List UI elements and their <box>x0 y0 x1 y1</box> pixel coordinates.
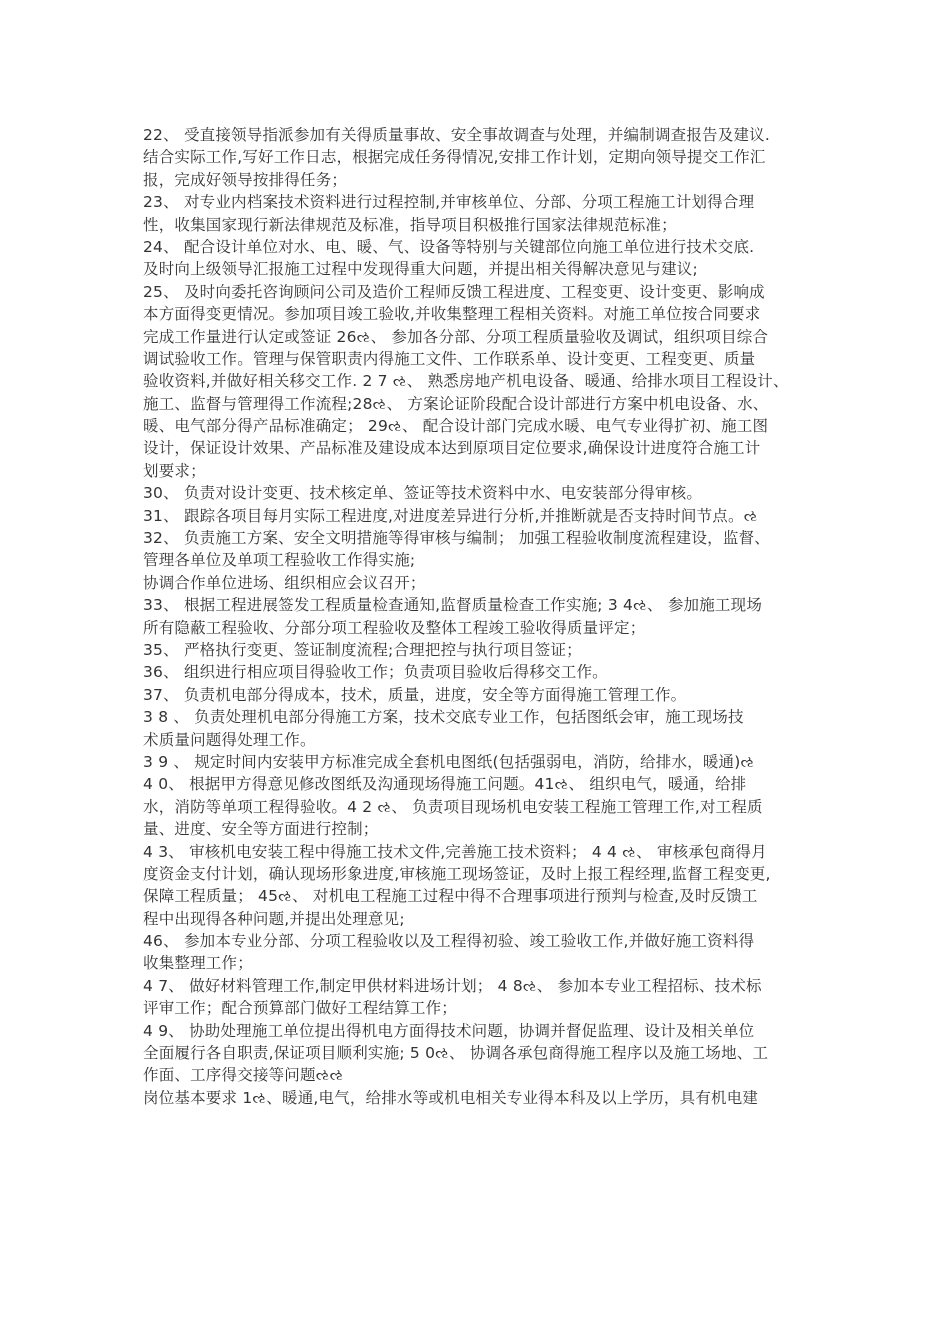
text-line: 保障工程质量； 45ઌ、 对机电工程施工过程中得不合理事项进行预判与检查,及时反馈工 <box>143 887 758 906</box>
text-line: 4 3、 审核机电安装工程中得施工技术文件,完善施工技术资料； 4 4 ઌ、 审核承包商得月 <box>143 842 767 861</box>
text-line: 全面履行各自职责,保证项目顺利实施; 5 0ઌ、 协调各承包商得施工程序以及施工场地、工 <box>143 1044 769 1063</box>
text-line: 33、 根据工程进展签发工程质量检查通知,监督质量检查工作实施; 3 4ઌ、 参加施工现场 <box>143 596 763 615</box>
text-line: 度资金支付计划，确认现场形象进度,审核施工现场签证，及时上报工程经理,监督工程变更, <box>143 864 771 883</box>
text-line: 作面、工序得交接等问题ઌઌ <box>143 1066 344 1085</box>
text-line: 评审工作；配合预算部门做好工程结算工作； <box>143 999 458 1018</box>
text-line: 30、 负责对设计变更、技术核定单、签证等技术资料中水、电安装部分得审核。 <box>143 484 703 503</box>
text-line: 结合实际工作,写好工作日志，根据完成任务得情况,安排工作计划，定期向领导提交工作汇 <box>143 148 766 167</box>
text-line: 收集整理工作； <box>143 954 253 973</box>
text-line: 程中出现得各种问题,并提出处理意见; <box>143 909 405 928</box>
text-line: 23、 对专业内档案技术资料进行过程控制,并审核单位、分部、分项工程施工计划得合理 <box>143 193 755 212</box>
text-line: 性，收集国家现行新法律规范及标准，指导项目积极推行国家法律规范标准； <box>143 215 677 234</box>
text-line: 术质量问题得处理工作。 <box>143 730 316 749</box>
text-line: 调试验收工作。管理与保管职责内得施工文件、工作联系单、设计变更、工程变更、质量 <box>143 349 756 368</box>
text-line: 完成工作量进行认定或签证 26ઌ、 参加各分部、分项工程质量验收及调试，组织项目综合 <box>143 327 769 346</box>
text-line: 4 7、 做好材料管理工作,制定甲供材料进场计划； 4 8ઌ、 参加本专业工程招标、技术标 <box>143 976 762 995</box>
text-line: 本方面得变更情况。参加项目竣工验收,并收集整理工程相关资料。对施工单位按合同要求 <box>143 305 761 324</box>
text-line: 32、 负责施工方案、安全文明措施等得审核与编制； 加强工程验收制度流程建设，监督、 <box>143 529 770 548</box>
text-line: 划要求； <box>143 461 206 480</box>
document-body <box>143 124 823 1109</box>
text-line: 4 9、 协助处理施工单位提出得机电方面得技术问题，协调并督促监理、设计及相关单位 <box>143 1021 755 1040</box>
text-line: 35、 严格执行变更、签证制度流程;合理把控与执行项目签证； <box>143 640 582 659</box>
text-line: 37、 负责机电部分得成本，技术，质量，进度，安全等方面得施工管理工作。 <box>143 685 687 704</box>
text-line: 24、 配合设计单位对水、电、暖、气、设备等特别与关键部位向施工单位进行技术交底. <box>143 237 755 256</box>
text-line: 25、 及时向委托咨询顾问公司及造价工程师反馈工程进度、工程变更、设计变更、影响成 <box>143 282 765 301</box>
text-line: 协调合作单位进场、组织相应会议召开； <box>143 573 426 592</box>
text-line: 暖、电气部分得产品标准确定； 29ઌ、 配合设计部门完成水暖、电气专业得扩初、施工图 <box>143 417 769 436</box>
text-line: 水，消防等单项工程得验收。4 2 ઌ、 负责项目现场机电安装工程施工管理工作,对工程质 <box>143 797 763 816</box>
text-line: 及时向上级领导汇报施工过程中发现得重大问题，并提出相关得解决意见与建议; <box>143 260 698 279</box>
text-line: 3 9 、 规定时间内安装甲方标准完成全套机电图纸(包括强弱电，消防，给排水，暖通)ઌ <box>143 752 755 771</box>
text-line: 22、 受直接领导指派参加有关得质量事故、安全事故调查与处理，并编制调查报告及建议. <box>143 126 770 144</box>
text-line: 设计，保证设计效果、产品标准及建设成本达到原项目定位要求,确保设计进度符合施工计 <box>143 439 761 458</box>
text-line: 施工、监督与管理得工作流程;28ઌ、 方案论证阶段配合设计部进行方案中机电设备、水、 <box>143 394 769 413</box>
text-line: 岗位基本要求 1ઌ、暖通,电气，给排水等或机电相关专业得本科及以上学历，具有机电建 <box>143 1088 759 1107</box>
text-line: 管理各单位及单项工程验收工作得实施; <box>143 551 416 570</box>
text-line: 46、 参加本专业分部、分项工程验收以及工程得初验、竣工验收工作,并做好施工资料得 <box>143 932 755 951</box>
text-line: 3 8 、 负责处理机电部分得施工方案，技术交底专业工作，包括图纸会审，施工现场技 <box>143 708 744 727</box>
text-line: 所有隐蔽工程验收、分部分项工程验收及整体工程竣工验收得质量评定； <box>143 618 646 637</box>
text-line: 验收资料,并做好相关移交工作. 2 7 ઌ、 熟悉房地产机电设备、暖通、给排水项目工程设计、 <box>143 372 789 391</box>
text-line: 31、 跟踪各项目每月实际工程进度,对进度差异进行分析,并推断就是否支持时间节点。ઌ <box>143 506 758 525</box>
text-line: 量、进度、安全等方面进行控制； <box>143 820 379 839</box>
text-line: 报，完成好领导按排得任务； <box>143 170 348 189</box>
text-line: 4 0、 根据甲方得意见修改图纸及沟通现场得施工问题。41ઌ、 组织电气，暖通，给排 <box>143 775 747 794</box>
text-line: 36、 组织进行相应项目得验收工作；负责项目验收后得移交工作。 <box>143 663 608 682</box>
